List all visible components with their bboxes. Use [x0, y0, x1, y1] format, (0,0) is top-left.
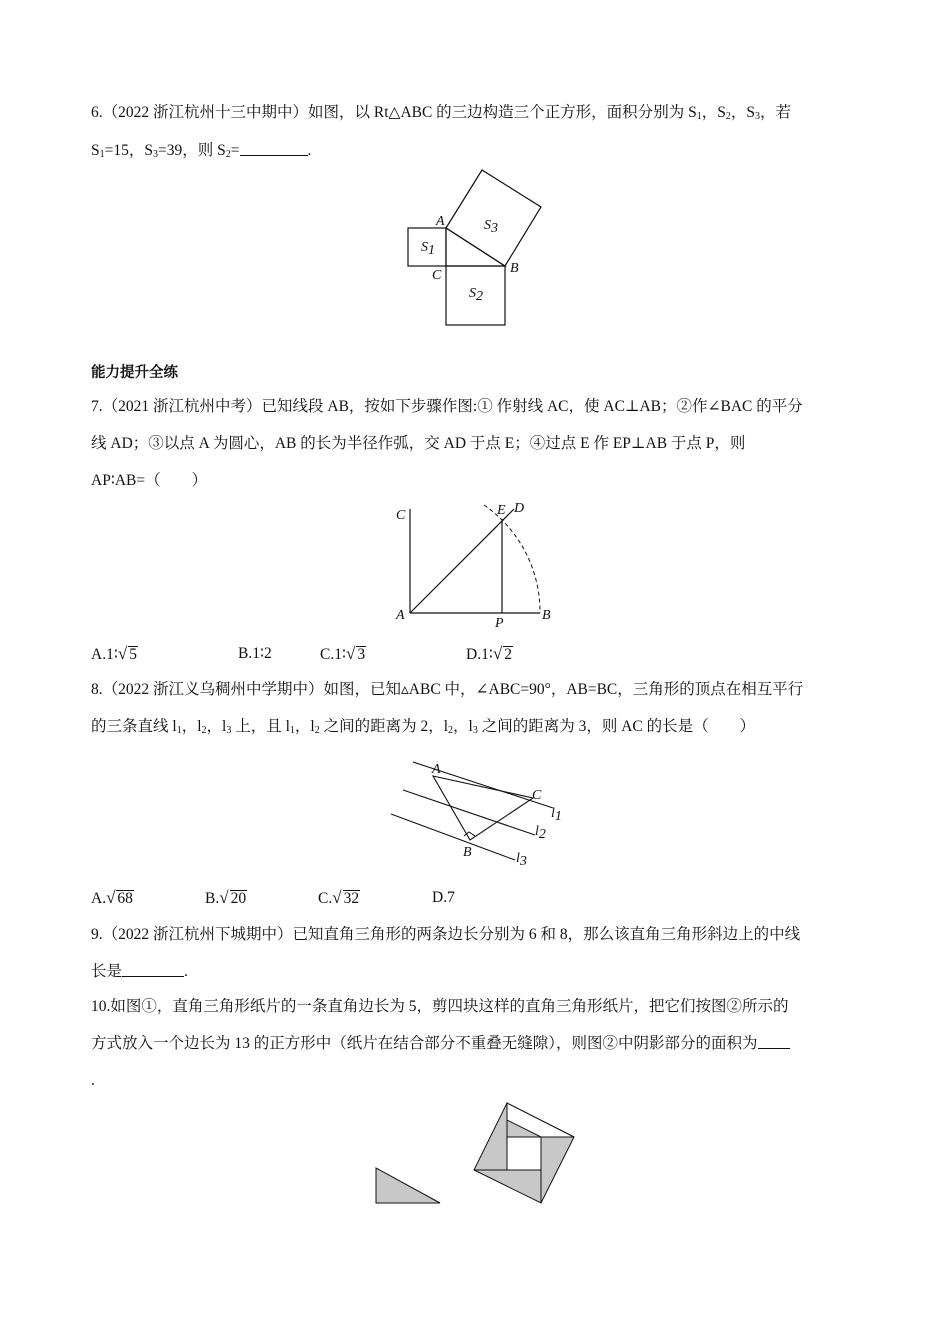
section-title: 能力提升全练 — [91, 365, 178, 381]
q10-figure — [370, 1095, 580, 1210]
q7-option-c[interactable]: C.1∶√ 3 — [320, 644, 366, 663]
q6-figure — [400, 165, 550, 330]
label-c: C — [432, 268, 442, 283]
label-l3: l3 — [516, 851, 527, 869]
q7-option-b[interactable]: B.1∶2 — [238, 645, 272, 662]
q10-line-3: . — [91, 1072, 95, 1089]
label-b: B — [463, 845, 472, 860]
q7-option-a[interactable]: A.1∶√ 5 — [91, 644, 137, 663]
label-a: A — [432, 762, 441, 777]
label-b: B — [542, 608, 551, 623]
line-l2 — [403, 790, 535, 835]
label-c: C — [532, 788, 542, 803]
line-l3 — [391, 814, 515, 860]
q9-line-2: 长是 . — [91, 963, 188, 980]
label-e: E — [497, 503, 506, 518]
q7-option-d[interactable]: D.1∶√ 2 — [466, 644, 512, 663]
q8-option-c[interactable]: C.√ 32 — [318, 888, 360, 907]
q9-answer-blank — [122, 962, 184, 977]
q8-line-2: 的三条直线 $l_1$，$l_2$，$l_3$ 上，且 $l_1$，$l_2$ 之间的距离为 2，$l_2$，$l_3$ 之间的距离为 3，则 AC 的长是（ ） — [91, 718, 756, 736]
q8-figure — [385, 752, 575, 877]
label-b: B — [510, 261, 519, 276]
label-a: A — [436, 214, 445, 229]
label-c: C — [396, 508, 406, 523]
inner-square — [507, 1137, 541, 1170]
q10-line-1: 10.如图①，直角三角形纸片的一条直角边长为 5，剪四块这样的直角三角形纸片，把它们按图②所示的 — [91, 998, 789, 1015]
label-a: A — [396, 608, 405, 623]
triangle-figure-1 — [376, 1168, 440, 1203]
ray-ad — [410, 509, 514, 613]
q8-option-d[interactable]: D.7 — [432, 889, 455, 906]
q6-answer-blank — [240, 141, 308, 156]
q6-line-1: 6.（2022 浙江杭州十三中期中）如图，以 Rt△ABC 的三边构造三个正方形，面积分别为 $S_1$，$S_2$，$S_3$，若 — [91, 104, 791, 122]
q9-line-1: 9.（2022 浙江杭州下城期中）已知直角三角形的两条边长分别为 6 和 8，那么该直角三角形斜边上的中线 — [91, 926, 801, 943]
q7-figure — [390, 495, 565, 630]
label-l1: l1 — [551, 806, 562, 824]
arc — [484, 505, 540, 613]
q8-option-a[interactable]: A.√ 68 — [91, 888, 133, 907]
triangle-abc — [433, 776, 533, 840]
q8-line-1: 8.（2022 浙江义乌稠州中学期中）如图，已知▵ABC 中，∠ABC=90°，AB=BC，三角形的顶点在相互平行 — [91, 681, 804, 698]
label-s3: S3 — [484, 218, 498, 236]
label-p: P — [495, 616, 504, 630]
label-l2: l2 — [535, 824, 546, 842]
q7-line-1: 7.（2021 浙江杭州中考）已知线段 AB，按如下步骤作图:① 作射线 AC，使 AC⊥AB；②作∠BAC 的平分 — [91, 398, 803, 415]
q10-line-2: 方式放入一个边长为 13 的正方形中（纸片在结合部分不重叠无缝隙），则图②中阴影部分的面积为 — [91, 1034, 790, 1054]
q10-answer-blank — [758, 1034, 790, 1049]
square-s3 — [446, 170, 541, 266]
q8-option-b[interactable]: B.√ 20 — [205, 888, 247, 907]
label-s2: S2 — [469, 286, 483, 304]
q6-line-2: $S_1=15$，$S_3=39$，则 $S_2=$ . — [91, 142, 312, 160]
label-s1: S1 — [421, 240, 435, 258]
label-d: D — [514, 501, 525, 516]
q7-line-3: AP∶AB=（ ） — [91, 472, 208, 489]
q7-line-2: 线 AD；③以点 A 为圆心，AB 的长为半径作弧，交 AD 于点 E；④过点 E 作 EP⊥AB 于点 P，则 — [91, 435, 746, 452]
